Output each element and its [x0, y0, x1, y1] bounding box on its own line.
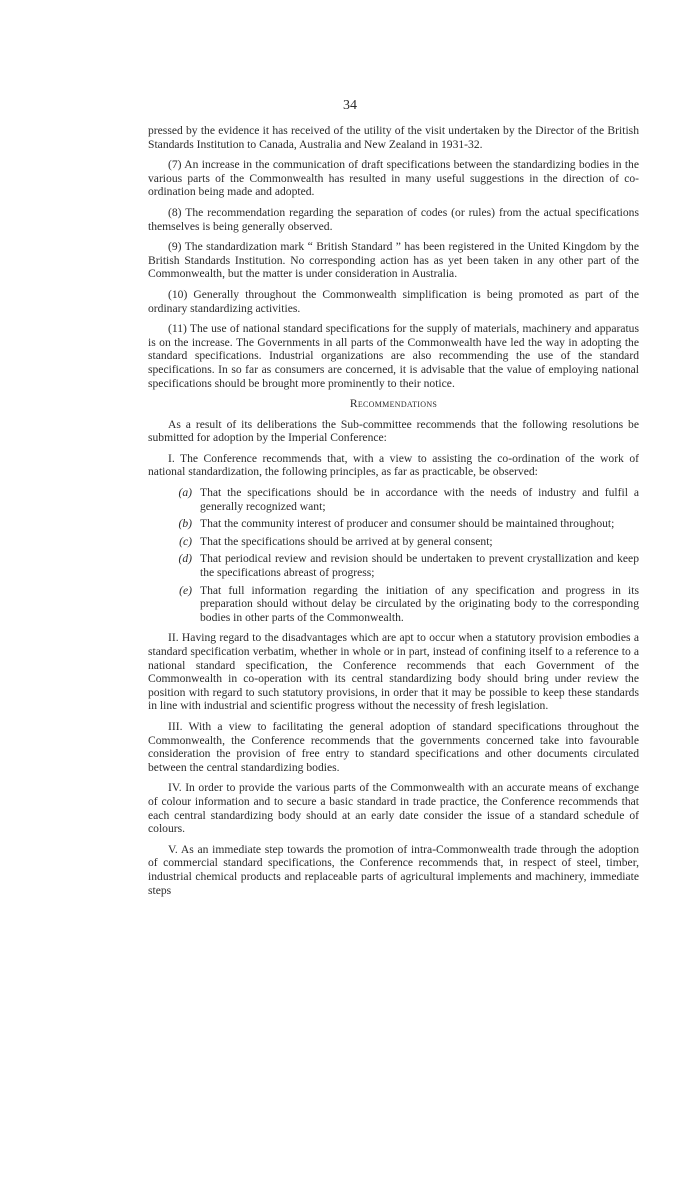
- paragraph: (10) Generally throughout the Commonwealth simplification is being promoted as part of the ordinary standardizing activities.: [148, 287, 639, 315]
- resolution-paragraph: IV. In order to provide the various parts of the Commonwealth with an accurate means of exchange of colour information and to secure a basic standard in trade practice, the Conference recommends that each central standardizing body should at an early date consider the issue of a standard schedule of colours.: [148, 781, 639, 836]
- list-item: [148, 552, 639, 579]
- paragraph: (9) The standardization mark “ British Standard ” has been registered in the United Kingdom by the British Standards Institution. No corresponding action has as yet been taken in any other part of the Commonwealth, but the matter is under consideration in Australia.: [148, 240, 639, 281]
- list-item: [148, 535, 639, 549]
- paragraph: (8) The recommendation regarding the separation of codes (or rules) from the actual specifications themselves is being generally observed.: [148, 205, 639, 233]
- resolution-paragraph: III. With a view to facilitating the general adoption of standard specifications throughout the Commonwealth, the Conference recommends that the governments concerned take into favourable consideration the provision of free entry to standard specifications and other documents circulated between the central standardizing bodies.: [148, 719, 639, 774]
- clause-text: That full information regarding the initiation of any specification and progress in its preparation should without delay be circulated by the originating body to the corresponding bodies in other parts of the Commonwealth.: [200, 583, 639, 624]
- clause-text: That the community interest of producer and consumer should be maintained throughout;: [200, 517, 615, 531]
- section-heading: Recommendations: [349, 397, 438, 411]
- resolution-paragraph: II. Having regard to the disadvantages which are apt to occur when a statutory provision embodies a standard specification verbatim, whether in whole or in part, instead of confining itself to a reference to a national standard specification, the Conference recommends that each Government of the Commonwealth in co-operation with its central standardizing body should bring under review the position with regard to such statutory provisions, in order that it may be possible to keep these standards in line with industrial and scientific progress without the necessity of fresh legislation.: [148, 631, 639, 713]
- clause-label: (a): [178, 486, 192, 500]
- page-number: 34: [343, 98, 357, 113]
- clause-label: (e): [179, 583, 192, 597]
- paragraph: pressed by the evidence it has received of the utility of the visit undertaken by the Director of the British Standards Institution to Canada, Australia and New Zealand in 1931-32.: [148, 124, 639, 151]
- intro-paragraph: As a result of its deliberations the Sub-committee recommends that the following resolutions be submitted for adoption by the Imperial Conference:: [148, 417, 639, 445]
- list-item: [148, 486, 639, 513]
- clause-label: (c): [179, 534, 192, 548]
- page-body: [148, 124, 639, 904]
- clause-list: [148, 486, 639, 624]
- list-item: [148, 584, 639, 625]
- clause-label: (b): [178, 517, 192, 531]
- resolution-paragraph: I. The Conference recommends that, with a view to assisting the co-ordination of the work of national standardization, the following principles, as far as practicable, be observed:: [148, 451, 639, 479]
- paragraph: (11) The use of national standard specifications for the supply of materials, machinery and apparatus is on the increase. The Governments in all parts of the Commonwealth have led the way in adopting the standard specifications. Industrial organizations are also recommending the use of the standard specifications. In so far as consumers are concerned, it is advisable that the value of employing national specifications should be brought more prominently to their notice.: [148, 322, 639, 390]
- paragraph: (7) An increase in the communication of draft specifications between the standardizing bodies in the various parts of the Commonwealth has resulted in many useful suggestions in the direction of co-ordination being made and adopted.: [148, 158, 639, 199]
- clause-text: That the specifications should be arrived at by general consent;: [200, 534, 493, 548]
- resolution-paragraph: V. As an immediate step towards the promotion of intra-Commonwealth trade through the adoption of commercial standard specifications, the Conference recommends that, in respect of steel, timber, industrial chemical products and replaceable parts of agricultural implements and machinery, immediate steps: [148, 842, 639, 897]
- clause-text: That periodical review and revision should be undertaken to prevent crystallization and keep the specifications abreast of progress;: [200, 552, 639, 580]
- clause-text: That the specifications should be in accordance with the needs of industry and fulfil a generally recognized want;: [200, 486, 639, 513]
- list-item: [148, 517, 639, 531]
- clause-label: (d): [178, 552, 192, 566]
